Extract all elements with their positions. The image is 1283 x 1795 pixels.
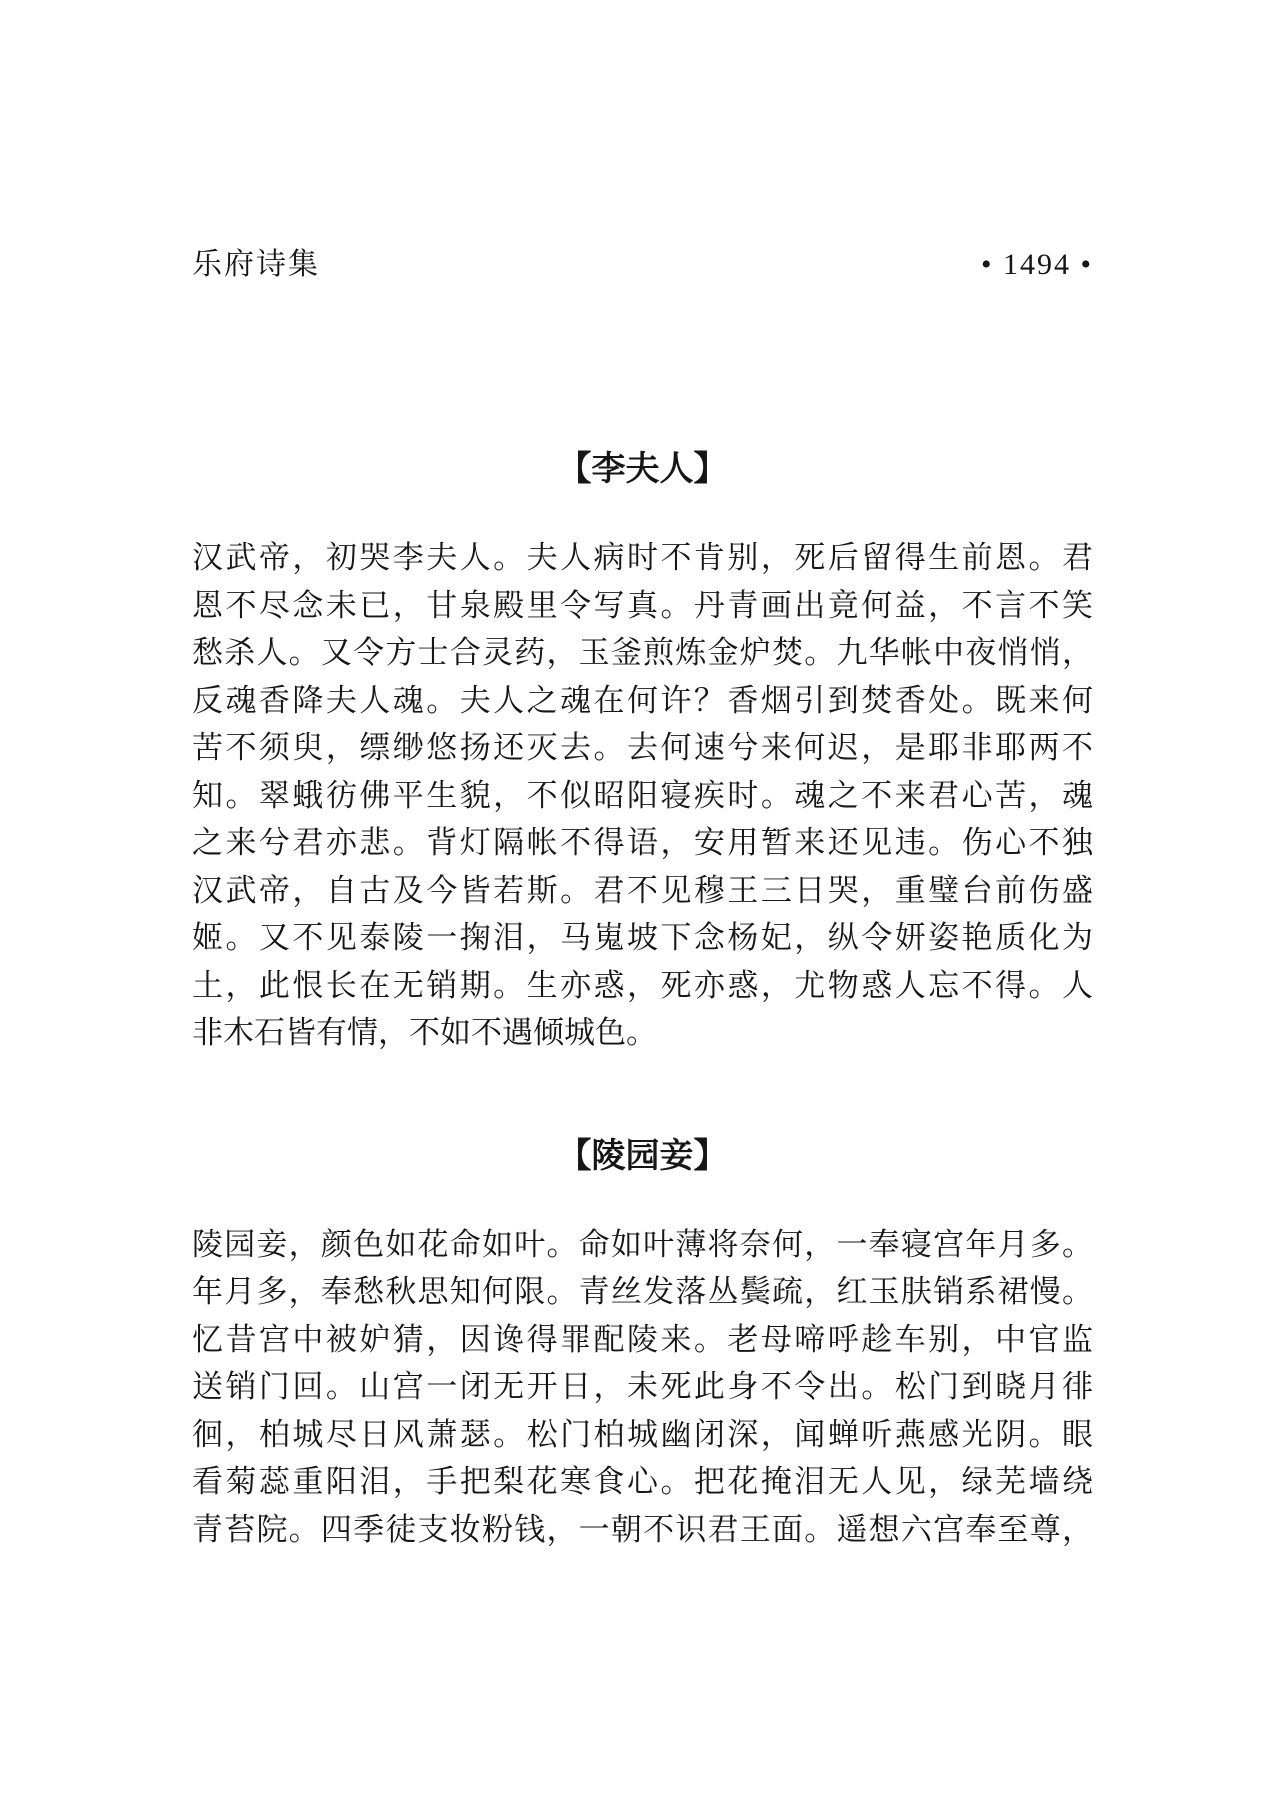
poem-body-li-furen — [192, 534, 1093, 1057]
poem-line: 愁杀人。又令方士合灵药，玉釜煎炼金炉焚。九华帐中夜悄悄， — [192, 635, 1093, 670]
poem-line: 土，此恨长在无销期。生亦惑，死亦惑，尤物惑人忘不得。人 — [192, 967, 1093, 1003]
poem-line: 姬。又不见泰陵一掬泪，马嵬坡下念杨妃，纵令妍姿艳质化为 — [192, 920, 1093, 955]
poem-line: 陵园妾，颜色如花命如叶。命如叶薄将奈何，一奉寝宫年月多。 — [192, 1226, 1093, 1262]
poem-line: 汉武帝，自古及今皆若斯。君不见穆王三日哭，重璧台前伤盛 — [192, 872, 1093, 908]
poem-line: 汉武帝，初哭李夫人。夫人病时不肯别，死后留得生前恩。君 — [192, 540, 1093, 575]
poem-body-lingyuan-qie — [192, 1221, 1093, 1554]
poem-title-li-furen: 【李夫人】 — [557, 451, 728, 488]
poem-line: 非木石皆有情，不如不遇倾城色。 — [192, 1015, 657, 1050]
poem-line: 知。翠蛾彷佛平生貌，不似昭阳寝疾时。魂之不来君心苦，魂 — [192, 777, 1093, 813]
poem-line: 徊，柏城尽日风萧瑟。松门柏城幽闭深，闻蝉听燕感光阴。眼 — [192, 1416, 1093, 1452]
poem-line: 之来兮君亦悲。背灯隔帐不得语，安用暂来还见违。伤心不独 — [192, 825, 1093, 860]
poem-line: 反魂香降夫人魂。夫人之魂在何许？香烟引到焚香处。既来何 — [192, 682, 1093, 718]
poem-line: 忆昔宫中被妒猜，因谗得罪配陵来。老母啼呼趁车别，中官监 — [192, 1321, 1093, 1357]
poem-line: 送销门回。山宫一闭无开日，未死此身不令出。松门到晓月徘 — [192, 1369, 1093, 1404]
poem-line: 看菊蕊重阳泪，手把梨花寒食心。把花掩泪无人见，绿芜墙绕 — [192, 1464, 1093, 1499]
running-header — [192, 246, 1093, 284]
poem-line: 年月多，奉愁秋思知何限。青丝发落丛鬓疏，红玉肤销系裙慢。 — [192, 1274, 1093, 1309]
poem-line: 青苔院。四季徒支妆粉钱，一朝不识君王面。遥想六宫奉至尊， — [192, 1511, 1093, 1547]
poem-line: 恩不尽念未已，甘泉殿里令写真。丹青画出竟何益，不言不笑 — [192, 587, 1093, 623]
page-number: • 1494 • — [980, 248, 1093, 281]
book-title: 乐府诗集 — [192, 248, 320, 281]
poem-line: 苦不须臾，缥缈悠扬还灭去。去何速兮来何迟，是耶非耶两不 — [192, 730, 1093, 765]
poem-title-lingyuan-qie: 【陵园妾】 — [557, 1137, 728, 1175]
